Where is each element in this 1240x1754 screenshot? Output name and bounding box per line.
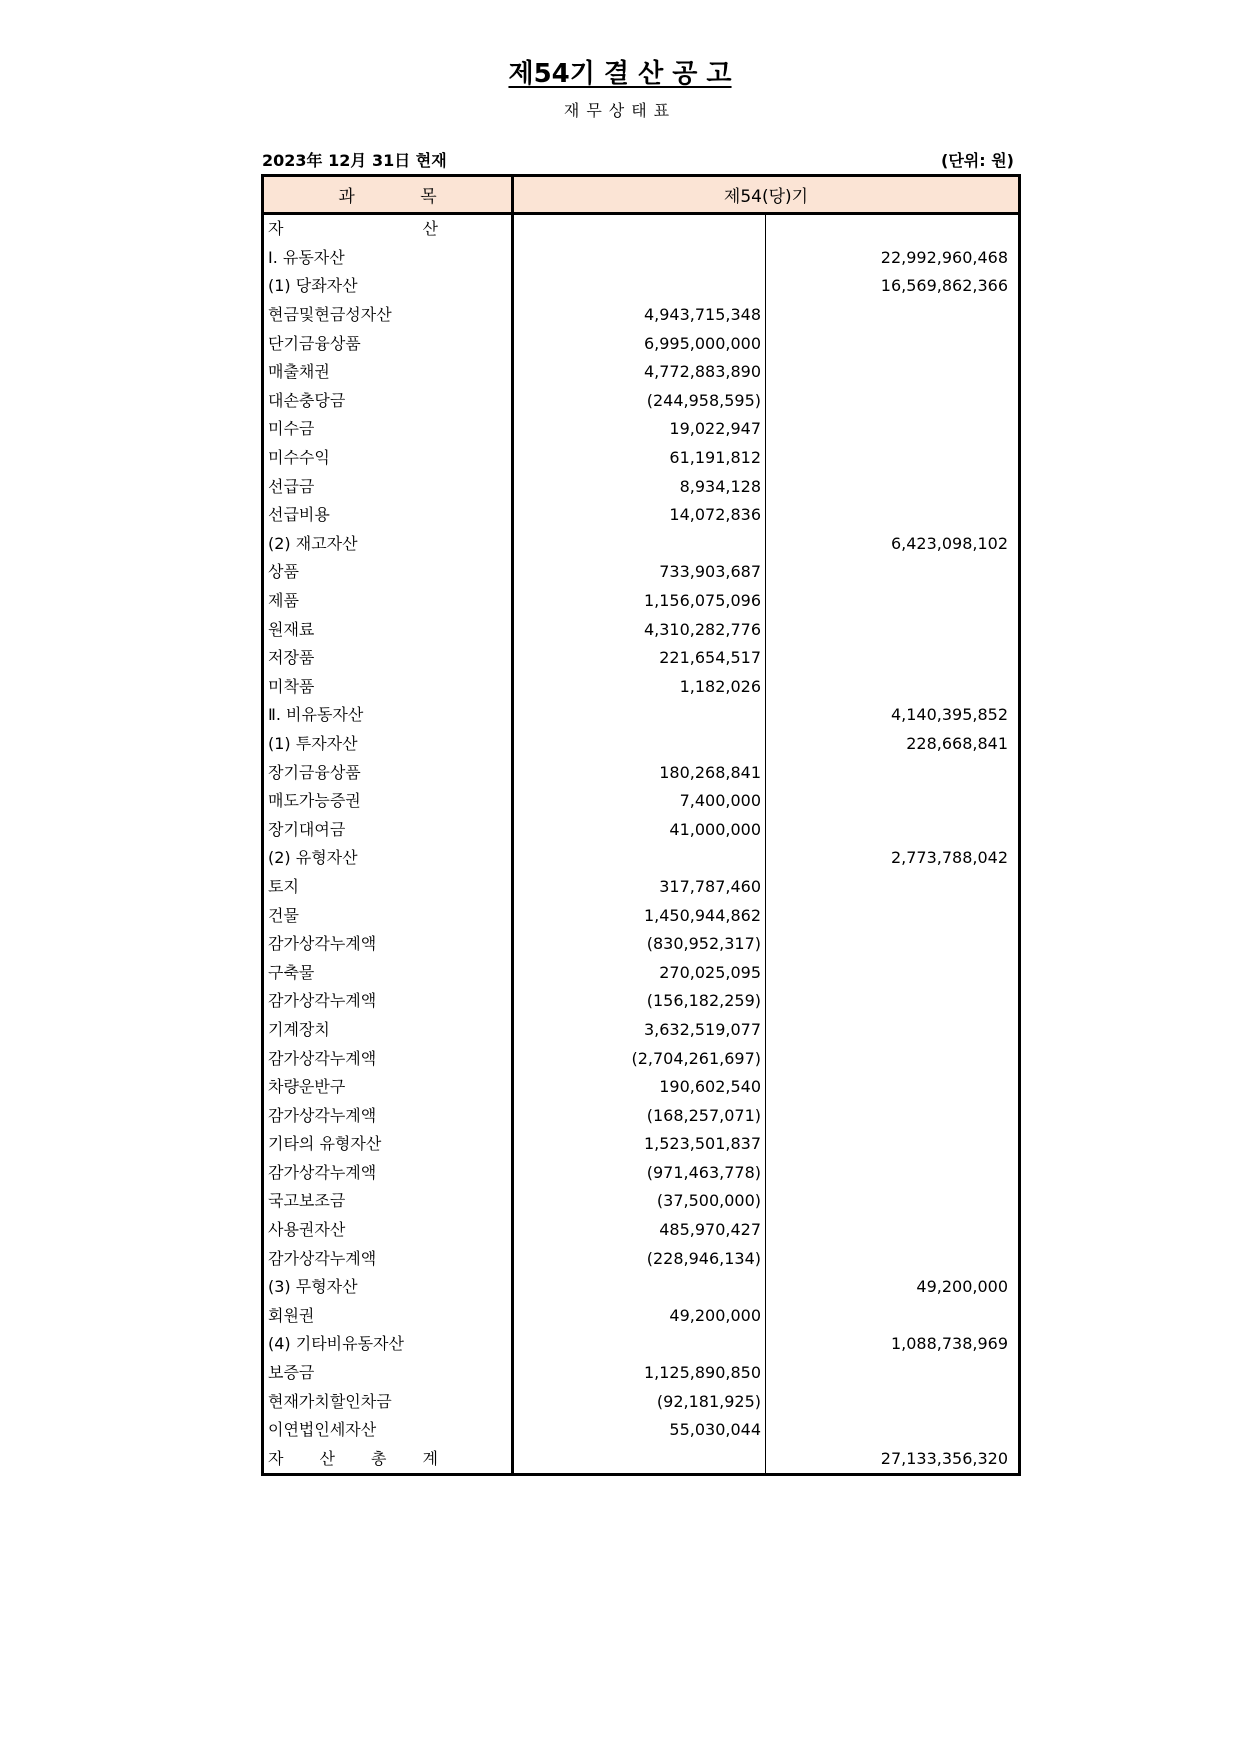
subtotal-amount	[766, 1416, 1020, 1445]
detail-amount: 317,787,460	[513, 873, 766, 902]
account-name: Ⅰ. 유동자산	[263, 244, 513, 273]
subtotal-amount	[766, 1130, 1020, 1159]
table-row	[263, 1073, 1020, 1102]
table-row	[263, 644, 1020, 673]
subtotal-amount	[766, 758, 1020, 787]
total-assets-row	[263, 1445, 1020, 1475]
account-name: 구축물	[263, 958, 513, 987]
account-name: 현재가치할인차금	[263, 1387, 513, 1416]
detail-amount: 190,602,540	[513, 1073, 766, 1102]
subtotal-amount	[766, 1387, 1020, 1416]
detail-amount: 4,772,883,890	[513, 358, 766, 387]
account-name: 기계장치	[263, 1016, 513, 1045]
table-row	[263, 844, 1020, 873]
account-name: 사용권자산	[263, 1216, 513, 1245]
currency-unit: (단위: 원)	[941, 151, 1014, 170]
account-name: 이연법인세자산	[263, 1416, 513, 1445]
table-row	[263, 901, 1020, 930]
account-name: 선급금	[263, 472, 513, 501]
table-row	[263, 787, 1020, 816]
account-name: 미수금	[263, 415, 513, 444]
table-row	[263, 1130, 1020, 1159]
table-row	[263, 1159, 1020, 1188]
account-name: 대손충당금	[263, 387, 513, 416]
account-name: 미착품	[263, 673, 513, 702]
subtotal-amount	[766, 358, 1020, 387]
document-title: 제54기 결 산 공 고	[508, 59, 732, 89]
subtotal-amount	[766, 1016, 1020, 1045]
subtotal-amount	[766, 615, 1020, 644]
subtotal-amount: 49,200,000	[916, 1277, 1009, 1297]
account-name: (2) 유형자산	[263, 844, 513, 873]
table-row	[263, 673, 1020, 702]
subtotal-amount	[766, 673, 1020, 702]
subtotal-amount	[766, 987, 1020, 1016]
balance-sheet-table	[261, 174, 1021, 1476]
detail-amount	[513, 530, 766, 559]
subtotal-amount	[766, 815, 1020, 844]
account-name: 회원권	[263, 1302, 513, 1331]
detail-amount: 49,200,000	[513, 1302, 766, 1331]
detail-amount: 8,934,128	[513, 472, 766, 501]
table-row	[263, 1330, 1020, 1359]
account-name: (1) 투자자산	[263, 730, 513, 759]
detail-amount: (244,958,595)	[513, 387, 766, 416]
account-name: 감가상각누계액	[263, 1044, 513, 1073]
subtotal-amount	[766, 1359, 1020, 1388]
table-row	[263, 1416, 1020, 1445]
detail-amount: 19,022,947	[513, 415, 766, 444]
subtotal-amount	[766, 1073, 1020, 1102]
detail-amount: 61,191,812	[513, 444, 766, 473]
subtotal-amount	[766, 644, 1020, 673]
detail-amount: 41,000,000	[513, 815, 766, 844]
detail-amount: 6,995,000,000	[513, 329, 766, 358]
header-period: 제54(당)기	[513, 176, 1020, 214]
table-row	[263, 387, 1020, 416]
detail-amount: 1,182,026	[513, 673, 766, 702]
detail-amount: 14,072,836	[513, 501, 766, 530]
table-row	[263, 701, 1020, 730]
table-row	[263, 615, 1020, 644]
table-row	[263, 930, 1020, 959]
account-name: 저장품	[263, 644, 513, 673]
table-row	[263, 1387, 1020, 1416]
total-assets-amount: 27,133,356,320	[880, 1448, 1009, 1468]
subtotal-amount	[766, 1044, 1020, 1073]
detail-amount: 1,125,890,850	[513, 1359, 766, 1388]
table-row	[263, 1216, 1020, 1245]
table-row	[263, 415, 1020, 444]
subtotal-amount	[766, 558, 1020, 587]
detail-amount: (92,181,925)	[513, 1387, 766, 1416]
detail-amount: 1,523,501,837	[513, 1130, 766, 1159]
table-row	[263, 472, 1020, 501]
account-name: 미수수익	[263, 444, 513, 473]
subtotal-amount	[766, 329, 1020, 358]
detail-amount: 1,450,944,862	[513, 901, 766, 930]
table-header-row	[263, 176, 1020, 214]
table-row	[263, 958, 1020, 987]
subtotal-amount	[766, 444, 1020, 473]
account-name: 토지	[263, 873, 513, 902]
subtotal-amount	[766, 930, 1020, 959]
table-row	[263, 1273, 1020, 1302]
account-name: 장기금융상품	[263, 758, 513, 787]
header-account: 과 목	[263, 176, 513, 214]
table-row	[263, 1244, 1020, 1273]
table-row	[263, 501, 1020, 530]
account-name: (3) 무형자산	[263, 1273, 513, 1302]
table-row	[263, 1101, 1020, 1130]
detail-amount: 1,156,075,096	[513, 587, 766, 616]
subtotal-amount: 4,140,395,852	[890, 705, 1009, 725]
subtotal-amount	[766, 958, 1020, 987]
account-name: 감가상각누계액	[263, 1101, 513, 1130]
subtotal-amount	[766, 1187, 1020, 1216]
detail-amount: (156,182,259)	[513, 987, 766, 1016]
table-row	[263, 1187, 1020, 1216]
subtotal-amount	[766, 472, 1020, 501]
account-name: 감가상각누계액	[263, 987, 513, 1016]
account-name: 원재료	[263, 615, 513, 644]
subtotal-amount	[766, 501, 1020, 530]
table-row	[263, 1044, 1020, 1073]
account-name: (2) 재고자산	[263, 530, 513, 559]
account-name: 기타의 유형자산	[263, 1130, 513, 1159]
table-row	[263, 987, 1020, 1016]
table-row	[263, 873, 1020, 902]
table-row	[263, 1359, 1020, 1388]
detail-amount: 4,310,282,776	[513, 615, 766, 644]
table-row	[263, 1302, 1020, 1331]
account-name: (1) 당좌자산	[263, 272, 513, 301]
detail-amount: 270,025,095	[513, 958, 766, 987]
detail-amount: 485,970,427	[513, 1216, 766, 1245]
table-row	[263, 358, 1020, 387]
subtotal-amount	[766, 301, 1020, 330]
subtotal-amount	[766, 1302, 1020, 1331]
detail-amount: 55,030,044	[513, 1416, 766, 1445]
detail-amount	[513, 730, 766, 759]
document-subtitle: 재무상태표	[563, 101, 677, 120]
account-name: 감가상각누계액	[263, 930, 513, 959]
account-name: 제품	[263, 587, 513, 616]
table-row	[263, 444, 1020, 473]
detail-amount	[513, 272, 766, 301]
total-assets-label: 자 산 총 계	[263, 1445, 513, 1475]
account-name: 상품	[263, 558, 513, 587]
subtotal-amount: 16,569,862,366	[880, 276, 1009, 296]
table-row	[263, 758, 1020, 787]
detail-amount	[513, 1330, 766, 1359]
assets-heading-row	[263, 214, 1020, 244]
subtotal-amount	[766, 1216, 1020, 1245]
detail-amount: (37,500,000)	[513, 1187, 766, 1216]
detail-amount: (830,952,317)	[513, 930, 766, 959]
account-name: 보증금	[263, 1359, 513, 1388]
table-row	[263, 1016, 1020, 1045]
subtotal-amount	[766, 1101, 1020, 1130]
table-row	[263, 272, 1020, 301]
account-name: 감가상각누계액	[263, 1159, 513, 1188]
table-row	[263, 244, 1020, 273]
detail-amount: (971,463,778)	[513, 1159, 766, 1188]
detail-amount	[513, 701, 766, 730]
detail-amount: 733,903,687	[513, 558, 766, 587]
detail-amount: (168,257,071)	[513, 1101, 766, 1130]
account-name: 장기대여금	[263, 815, 513, 844]
detail-amount	[513, 244, 766, 273]
report-date: 2023年 12月 31日 현재	[262, 151, 447, 170]
subtotal-amount	[766, 901, 1020, 930]
account-name: 차량운반구	[263, 1073, 513, 1102]
detail-amount	[513, 844, 766, 873]
account-name: 매도가능증권	[263, 787, 513, 816]
detail-amount: (2,704,261,697)	[513, 1044, 766, 1073]
account-name: 감가상각누계액	[263, 1244, 513, 1273]
subtotal-amount	[766, 873, 1020, 902]
account-name: Ⅱ. 비유동자산	[263, 701, 513, 730]
subtotal-amount: 228,668,841	[906, 733, 1009, 753]
assets-heading: 자 산	[263, 214, 513, 244]
subtotal-amount	[766, 415, 1020, 444]
account-name: 단기금융상품	[263, 329, 513, 358]
table-row	[263, 301, 1020, 330]
table-row	[263, 587, 1020, 616]
subtotal-amount	[766, 1159, 1020, 1188]
detail-amount: 221,654,517	[513, 644, 766, 673]
table-row	[263, 530, 1020, 559]
subtotal-amount: 1,088,738,969	[890, 1334, 1009, 1354]
subtotal-amount: 22,992,960,468	[880, 247, 1009, 267]
account-name: (4) 기타비유동자산	[263, 1330, 513, 1359]
subtotal-amount: 6,423,098,102	[890, 533, 1009, 553]
detail-amount: (228,946,134)	[513, 1244, 766, 1273]
detail-amount	[513, 1273, 766, 1302]
subtotal-amount	[766, 587, 1020, 616]
account-name: 국고보조금	[263, 1187, 513, 1216]
table-row	[263, 329, 1020, 358]
account-name: 매출채권	[263, 358, 513, 387]
account-name: 선급비용	[263, 501, 513, 530]
detail-amount: 7,400,000	[513, 787, 766, 816]
subtotal-amount	[766, 787, 1020, 816]
account-name: 건물	[263, 901, 513, 930]
subtotal-amount	[766, 1244, 1020, 1273]
subtotal-amount	[766, 387, 1020, 416]
account-name: 현금및현금성자산	[263, 301, 513, 330]
detail-amount: 4,943,715,348	[513, 301, 766, 330]
detail-amount: 3,632,519,077	[513, 1016, 766, 1045]
table-row	[263, 558, 1020, 587]
table-row	[263, 815, 1020, 844]
table-row	[263, 730, 1020, 759]
detail-amount: 180,268,841	[513, 758, 766, 787]
subtotal-amount: 2,773,788,042	[890, 848, 1009, 868]
